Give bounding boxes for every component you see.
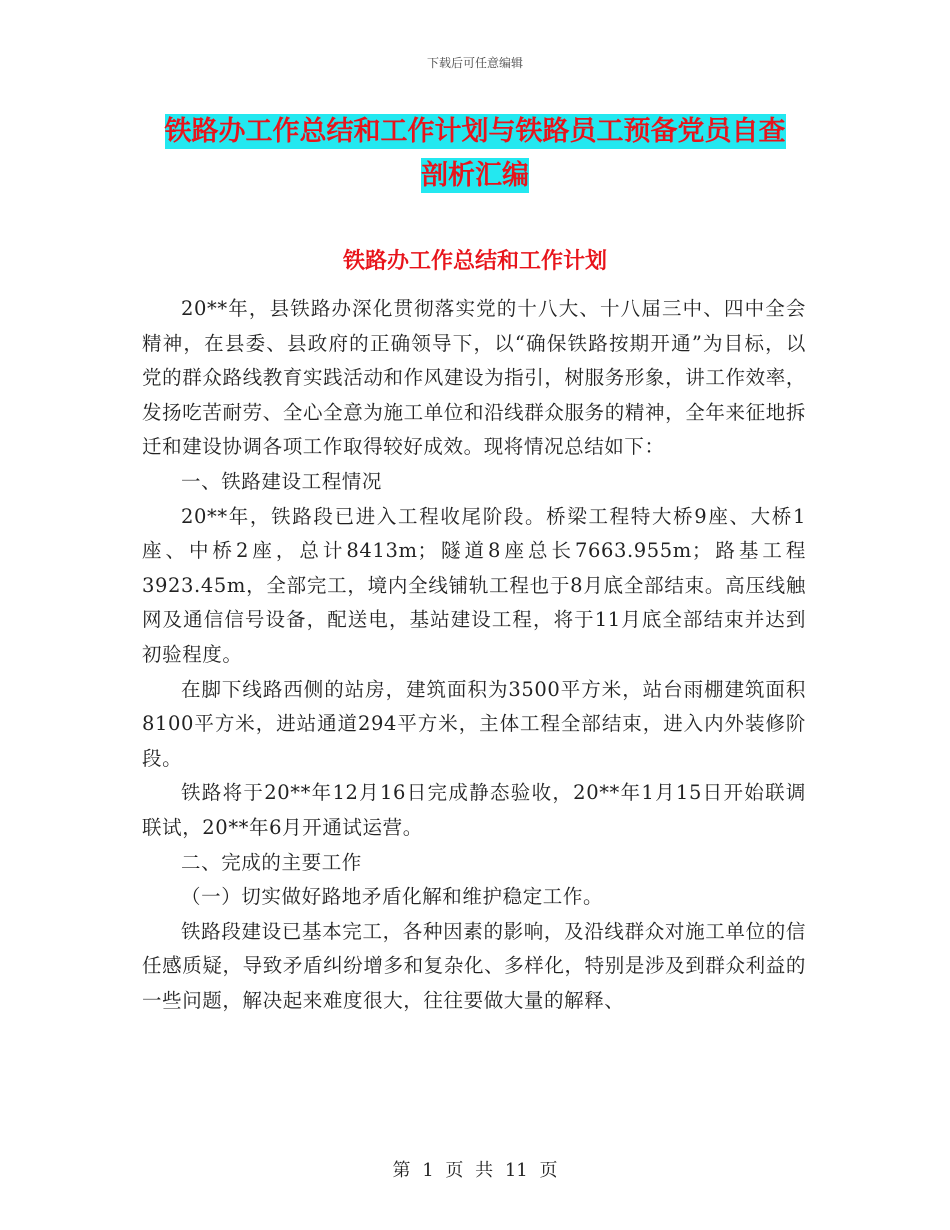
paragraph: 在脚下线路西侧的站房，建筑面积为3500平方米，站台雨棚建筑面积8100平方米，进站通道294平方米，主体工程全部结束，进入内外装修阶段。 [142,677,806,770]
subheading-conflict-resolution: （一）切实做好路地矛盾化解和维护稳定工作。 [181,885,604,909]
section-title: 铁路办工作总结和工作计划 [342,249,607,274]
paragraph: 铁路将于20**年12月16日完成静态验收，20**年1月15日开始联调联试，20**年6月开通试运营。 [142,781,806,839]
document-title [140,110,810,198]
heading-construction-status: 一、铁路建设工程情况 [181,469,383,493]
heading-main-work: 二、完成的主要工作 [181,850,362,874]
page-header-note: 下载后可任意编辑 [426,56,523,70]
paragraph: 20**年，铁路段已进入工程收尾阶段。桥梁工程特大桥9座、大桥1座、中桥2座，总计8413m；隧道8座总长7663.955m；路基工程3923.45m，全部完工，境内全线铺轨工程也于8月底全部结束。高压线触网及通信信号设备，配送电，基站建设工程，将于11月底全部结束并达到初验程度。 [142,504,806,666]
paragraph: 20**年，县铁路办深化贯彻落实党的十八大、十八届三中、四中全会精神，在县委、县政府的正确领导下，以“确保铁路按期开通”为目标，以党的群众路线教育实践活动和作风建设为指引，树服务形象，讲工作效率，发扬吃苦耐劳、全心全意为施工单位和沿线群众服务的精神，全年来征地拆迁和建设协调各项工作取得较好成效。现将情况总结如下： [142,297,806,459]
paragraph: 铁路段建设已基本完工，各种因素的影响，及沿线群众对施工单位的信任感质疑，导致矛盾纠纷增多和复杂化、多样化，特别是涉及到群众利益的一些问题，解决起来难度很大，往往要做大量的解释、 [142,919,806,1012]
page-number-footer: 第 1 页 共 11 页 [392,1160,558,1181]
document-title-line-2: 剖析汇编 [421,160,529,191]
document-body [142,292,806,1018]
document-title-line-1: 铁路办工作总结和工作计划与铁路员工预备党员自查 [164,116,786,147]
